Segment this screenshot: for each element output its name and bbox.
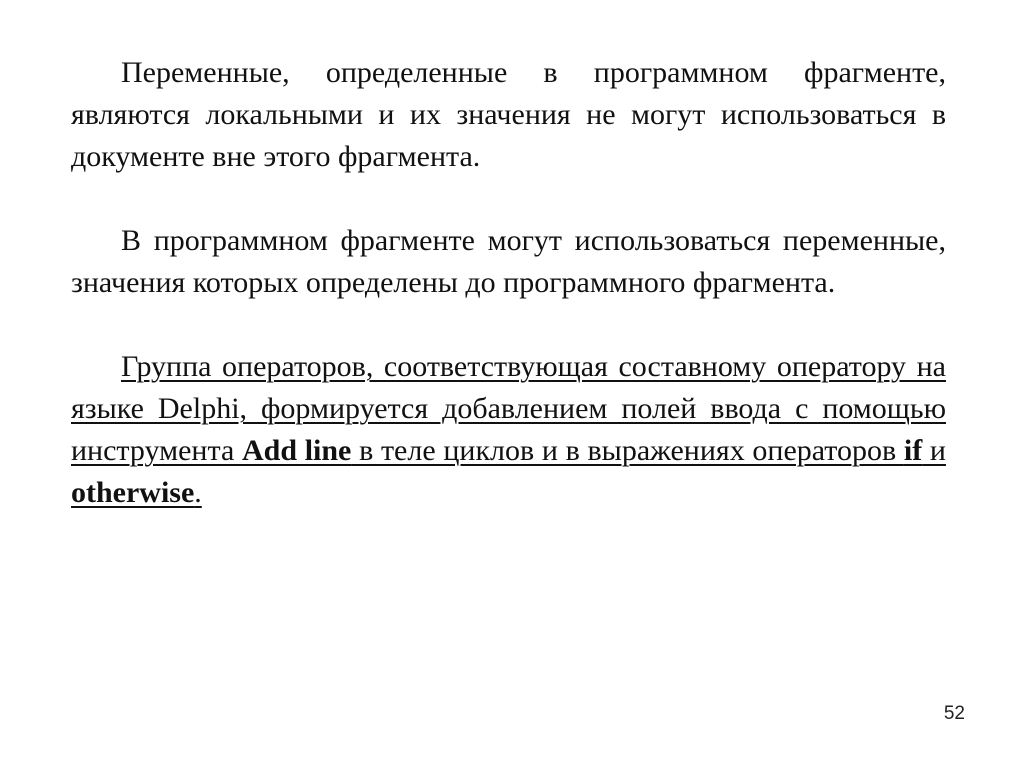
paragraph-compound-operator	[71, 346, 946, 514]
paragraph-text: Группа операторов, соответствующая составному оператору на языке Delphi, формируется добавлением полей ввода с помощью инструмента	[71, 350, 946, 467]
paragraph-text: и	[922, 434, 946, 467]
page-number: 52	[943, 703, 965, 724]
otherwise-term: otherwise	[71, 476, 195, 509]
add-line-term: Add line	[241, 434, 352, 467]
slide-content	[71, 52, 946, 556]
if-term: if	[903, 434, 923, 467]
paragraph-local-variables: Переменные, определенные в программном фрагменте, являются локальными и их значения не могут использоваться в документе вне этого фрагмента.	[71, 56, 946, 173]
paragraph-text: .	[194, 476, 202, 509]
paragraph-text: в теле циклов и в выражениях операторов	[351, 434, 904, 467]
paragraph-external-variables: В программном фрагменте могут использоваться переменные, значения которых определены до программного фрагмента.	[71, 224, 946, 299]
